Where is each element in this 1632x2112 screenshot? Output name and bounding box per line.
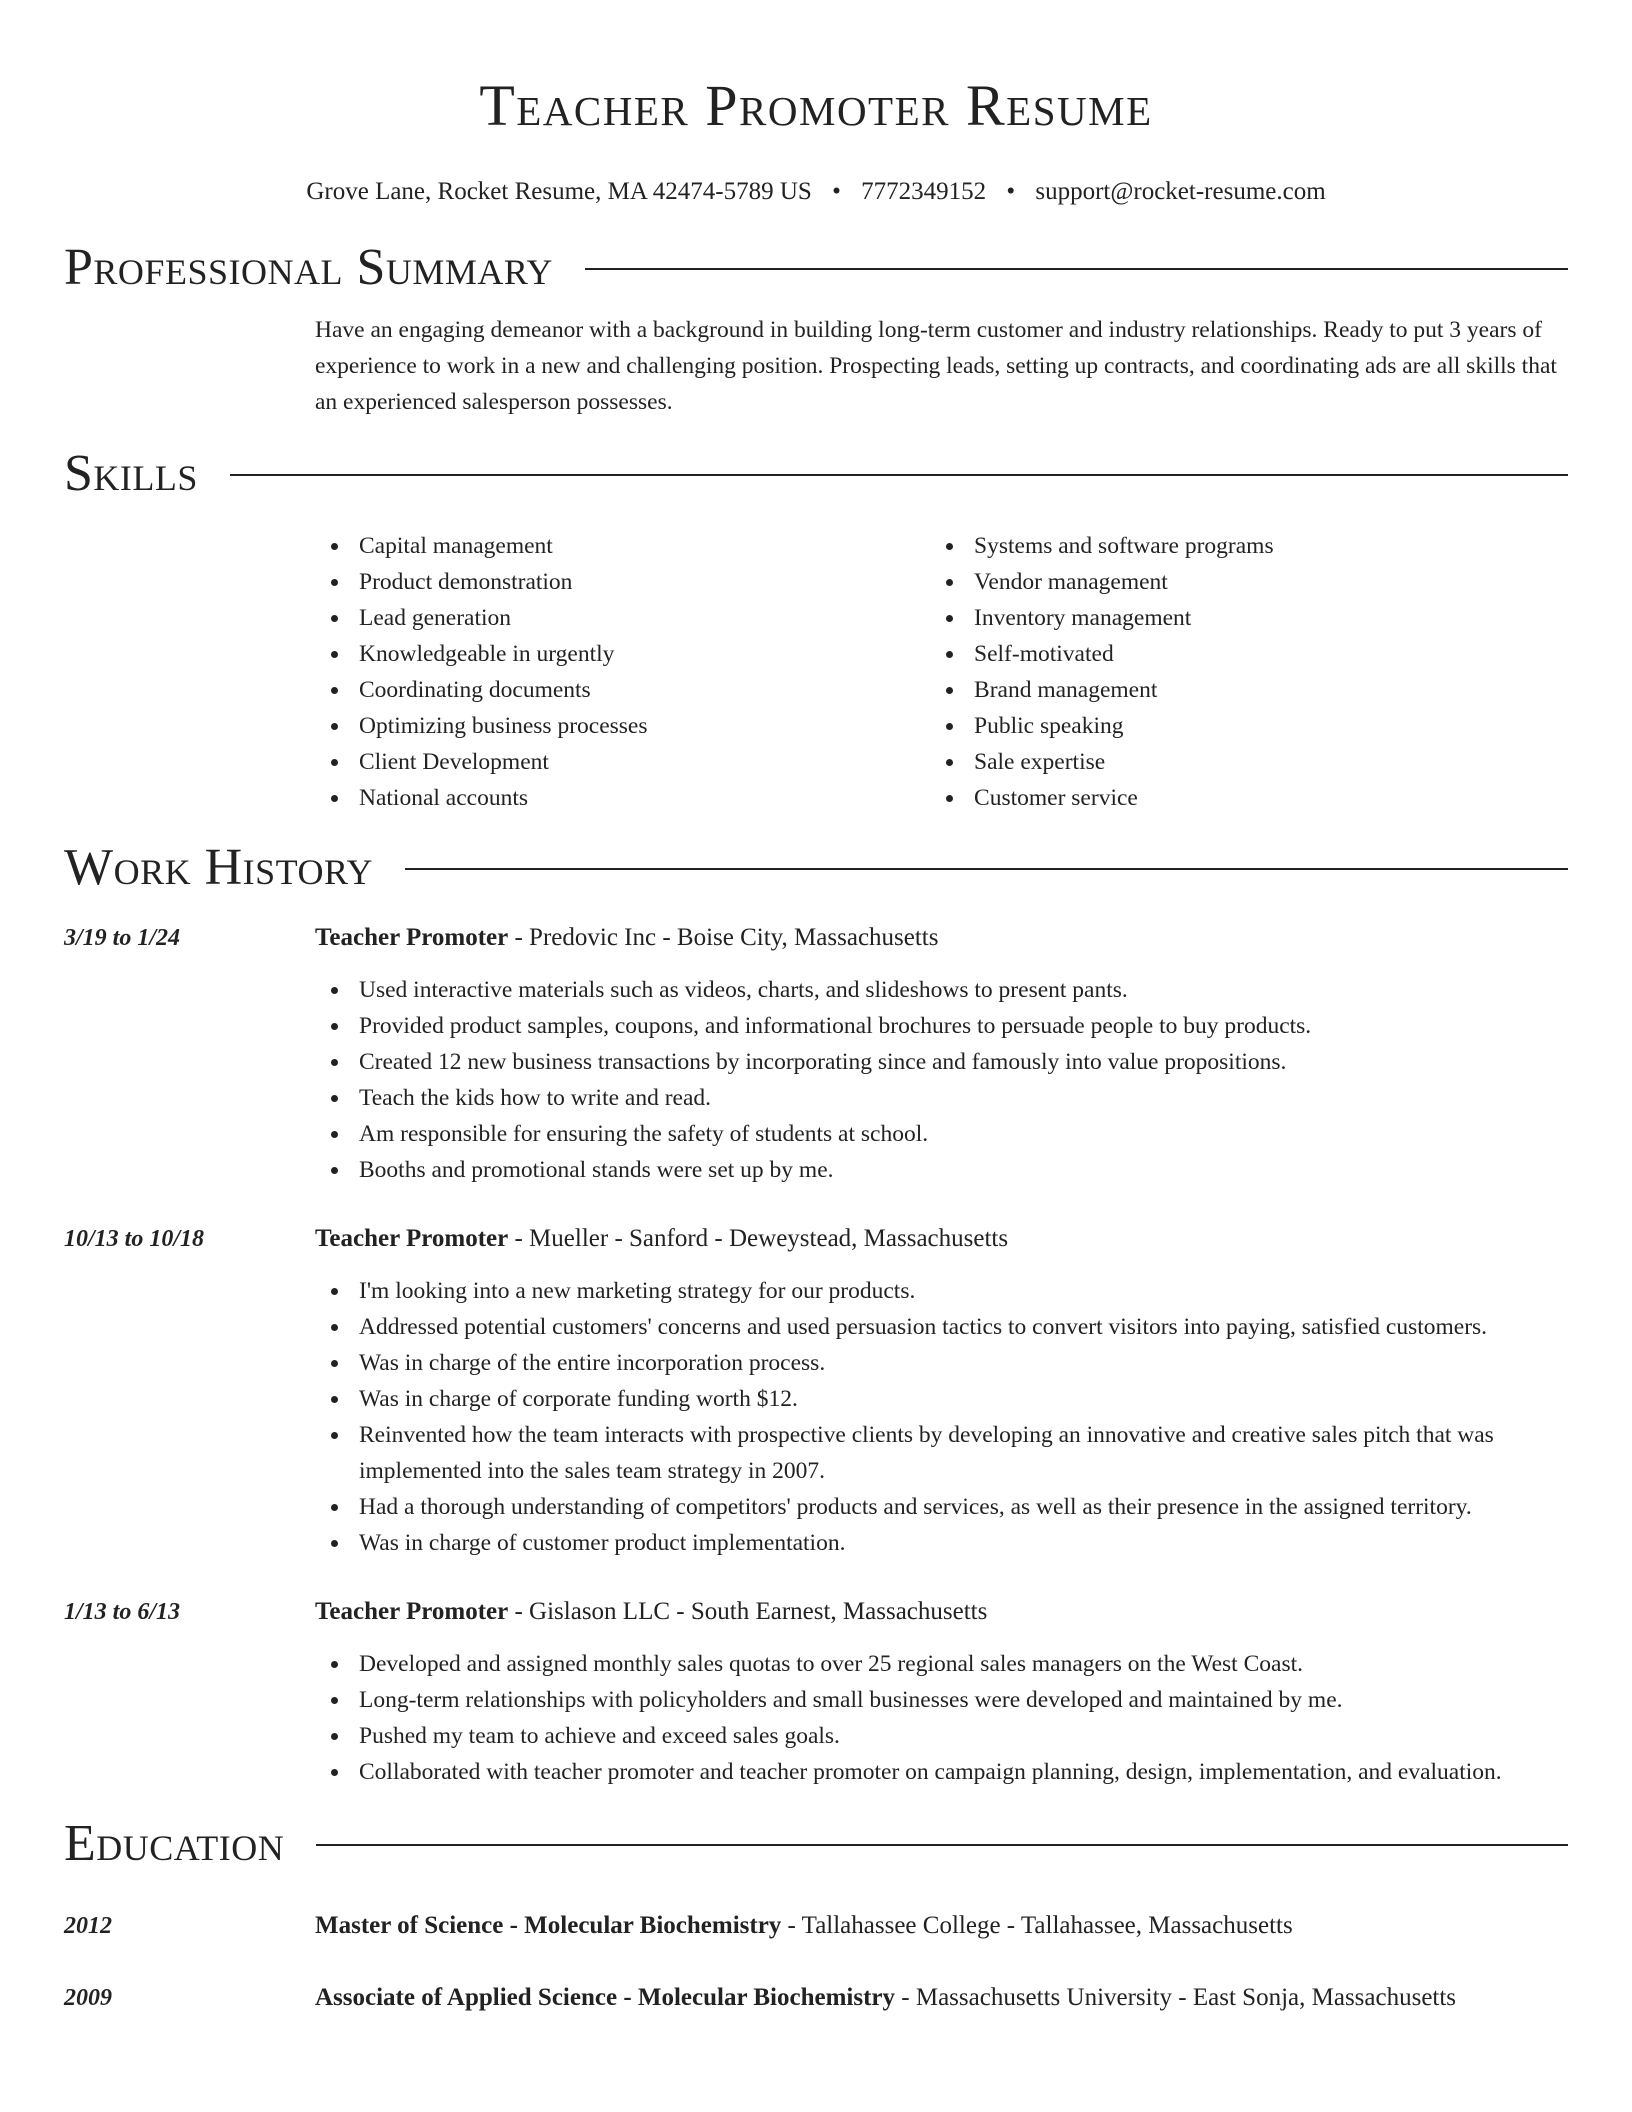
section-header-summary bbox=[64, 236, 1568, 300]
section-title: Professional Summary bbox=[64, 239, 553, 296]
resume-title: Teacher Promoter Resume bbox=[479, 73, 1153, 138]
skill-item: Lead generation bbox=[315, 600, 930, 636]
skill-item: Customer service bbox=[930, 780, 1568, 816]
job-bullet: Teach the kids how to write and read. bbox=[315, 1080, 1568, 1116]
education-year: 2012 bbox=[64, 1913, 112, 1939]
job-bullet: Long-term relationships with policyholders and small businesses were developed and maintained by me. bbox=[315, 1682, 1568, 1718]
education-entry bbox=[64, 1908, 1568, 1944]
section-header-skills bbox=[64, 442, 1568, 506]
education-entry bbox=[64, 1980, 1568, 2016]
job-bullet: Developed and assigned monthly sales quotas to over 25 regional sales managers on the West Coast. bbox=[315, 1646, 1568, 1682]
skill-item: National accounts bbox=[315, 780, 930, 816]
job-details: - Predovic Inc - Boise City, Massachusetts bbox=[508, 924, 939, 951]
education-heading bbox=[315, 1908, 1568, 1944]
job-bullet: Was in charge of the entire incorporation process. bbox=[315, 1345, 1568, 1381]
section-divider bbox=[405, 868, 1568, 870]
section-title: Education bbox=[64, 1815, 285, 1872]
job-heading bbox=[315, 1594, 1568, 1630]
job-heading bbox=[315, 1221, 1568, 1257]
section-divider bbox=[585, 268, 1568, 270]
skills-grid bbox=[315, 528, 1568, 816]
skill-item: Brand management bbox=[930, 672, 1568, 708]
job-title: Teacher Promoter bbox=[315, 1598, 509, 1625]
job-heading bbox=[315, 920, 1568, 956]
skill-item: Coordinating documents bbox=[315, 672, 930, 708]
job-bullet: Was in charge of corporate funding worth $12. bbox=[315, 1381, 1568, 1417]
education-details: - Tallahassee College - Tallahassee, Massachusetts bbox=[781, 1912, 1293, 1939]
job-dates: 1/13 to 6/13 bbox=[64, 1599, 181, 1625]
skill-item: Product demonstration bbox=[315, 564, 930, 600]
education-year: 2009 bbox=[64, 1985, 112, 2011]
skill-item: Capital management bbox=[315, 528, 930, 564]
skill-item: Vendor management bbox=[930, 564, 1568, 600]
skill-item: Optimizing business processes bbox=[315, 708, 930, 744]
job-entry bbox=[64, 920, 1568, 1188]
skill-item: Inventory management bbox=[930, 600, 1568, 636]
job-bullet: Provided product samples, coupons, and informational brochures to persuade people to buy products. bbox=[315, 1008, 1568, 1044]
education-heading bbox=[315, 1980, 1568, 2016]
job-bullet: Booths and promotional stands were set up by me. bbox=[315, 1152, 1568, 1188]
section-divider bbox=[230, 474, 1568, 476]
job-details: - Mueller - Sanford - Deweystead, Massachusetts bbox=[508, 1225, 1009, 1252]
job-bullet: Am responsible for ensuring the safety of students at school. bbox=[315, 1116, 1568, 1152]
summary-text: Have an engaging demeanor with a background in building long-term customer and industry relationships. Ready to put 3 years of experience to work in a new and challenging position. Prospecting leads, setting up contracts, and coordinating ads are all skills that an experienced salesperson possesses. bbox=[315, 317, 1557, 415]
job-bullet: Addressed potential customers' concerns and used persuasion tactics to convert visitors into paying, satisfied customers. bbox=[315, 1309, 1568, 1345]
job-bullet: Was in charge of customer product implementation. bbox=[315, 1525, 1568, 1561]
job-dates: 10/13 to 10/18 bbox=[64, 1226, 205, 1252]
job-entry bbox=[64, 1594, 1568, 1790]
job-bullet: Collaborated with teacher promoter and teacher promoter on campaign planning, design, implementation, and evaluation. bbox=[315, 1754, 1568, 1790]
job-bullet: Had a thorough understanding of competitors' products and services, as well as their presence in the assigned territory. bbox=[315, 1489, 1568, 1525]
contact-address: Grove Lane, Rocket Resume, MA 42474-5789 US bbox=[306, 178, 812, 205]
section-header-work bbox=[64, 836, 1568, 900]
education-details: - Massachusetts University - East Sonja, Massachusetts bbox=[895, 1984, 1457, 2011]
job-title: Teacher Promoter bbox=[315, 924, 509, 951]
contact-separator: • bbox=[1006, 178, 1016, 205]
job-bullet: Used interactive materials such as videos, charts, and slideshows to present pants. bbox=[315, 972, 1568, 1008]
job-bullets bbox=[315, 1273, 1568, 1561]
skills-column-right bbox=[930, 528, 1568, 816]
job-bullet: Reinvented how the team interacts with prospective clients by developing an innovative and creative sales pitch that was implemented into the sales team strategy in 2007. bbox=[315, 1417, 1568, 1489]
contact-email: support@rocket-resume.com bbox=[1035, 178, 1326, 205]
contact-separator: • bbox=[832, 178, 841, 205]
contact-phone: 7772349152 bbox=[861, 178, 987, 205]
job-details: - Gislason LLC - South Earnest, Massachusetts bbox=[508, 1598, 988, 1625]
section-header-education bbox=[64, 1812, 1568, 1876]
skill-item: Self-motivated bbox=[930, 636, 1568, 672]
skill-item: Knowledgeable in urgently bbox=[315, 636, 930, 672]
job-bullet: I'm looking into a new marketing strategy for our products. bbox=[315, 1273, 1568, 1309]
job-entry bbox=[64, 1221, 1568, 1561]
education-degree: Master of Science - Molecular Biochemistry bbox=[315, 1912, 782, 1939]
contact-line bbox=[64, 176, 1568, 208]
section-divider bbox=[316, 1844, 1568, 1846]
skills-column-left bbox=[315, 528, 930, 816]
education-degree: Associate of Applied Science - Molecular Biochemistry bbox=[315, 1984, 896, 2011]
job-bullets bbox=[315, 1646, 1568, 1790]
job-dates: 3/19 to 1/24 bbox=[64, 925, 181, 951]
skill-item: Client Development bbox=[315, 744, 930, 780]
job-title: Teacher Promoter bbox=[315, 1225, 509, 1252]
section-title: Skills bbox=[64, 445, 198, 502]
skill-item: Systems and software programs bbox=[930, 528, 1568, 564]
job-bullet: Created 12 new business transactions by incorporating since and famously into value propositions. bbox=[315, 1044, 1568, 1080]
skill-item: Sale expertise bbox=[930, 744, 1568, 780]
job-bullets bbox=[315, 972, 1568, 1188]
skill-item: Public speaking bbox=[930, 708, 1568, 744]
job-bullet: Pushed my team to achieve and exceed sales goals. bbox=[315, 1718, 1568, 1754]
section-title: Work History bbox=[64, 839, 374, 896]
